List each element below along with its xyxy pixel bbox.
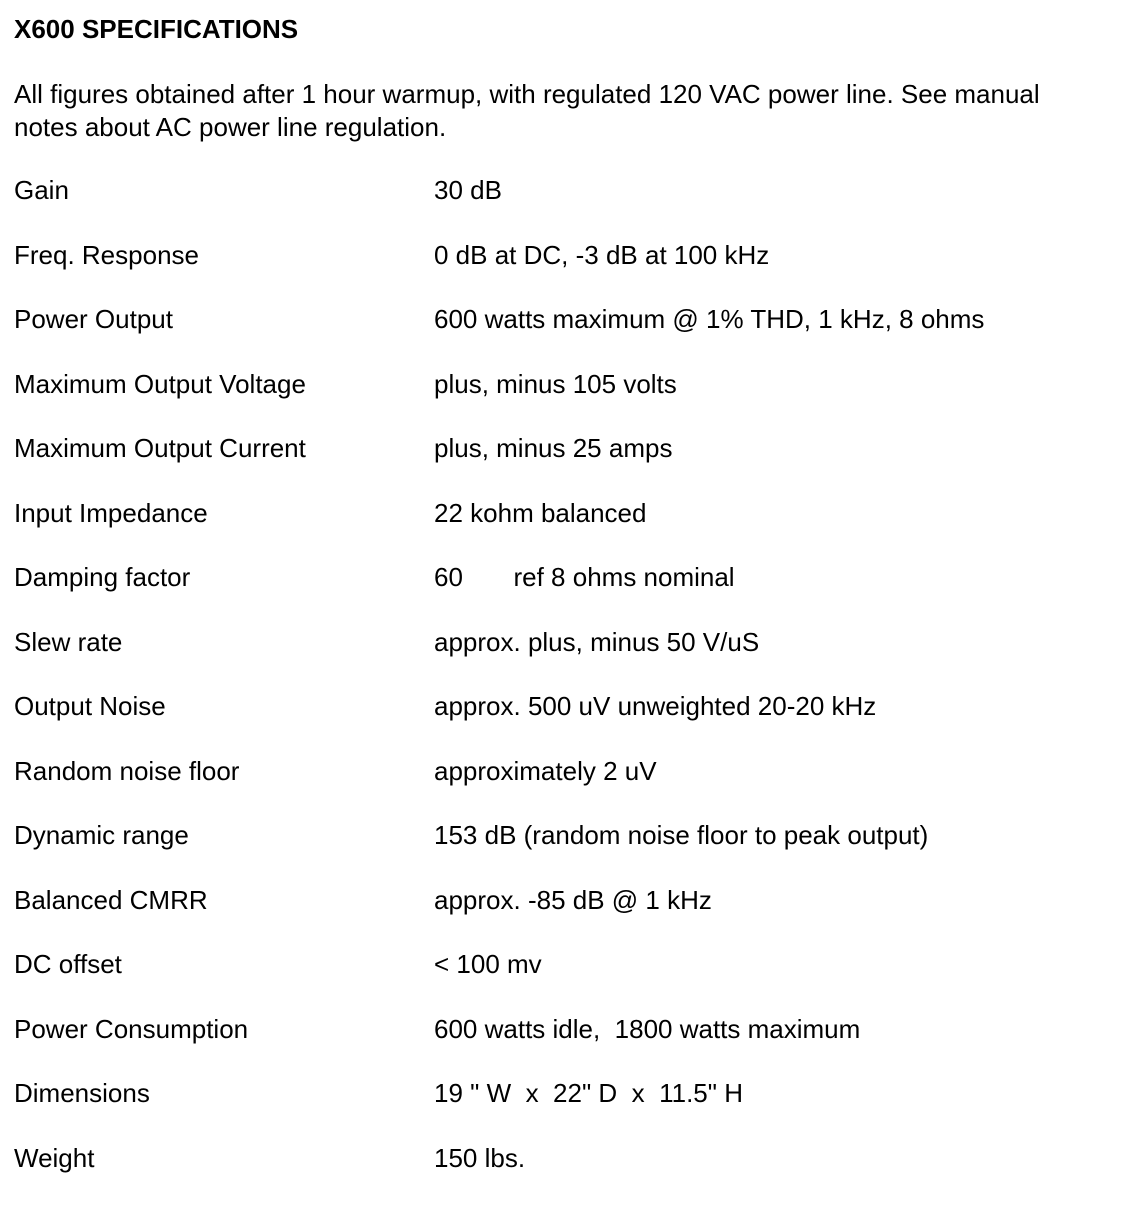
spec-row-slew-rate [14,625,1134,690]
spec-row-input-impedance [14,496,1134,561]
spec-row-power-consumption [14,1012,1134,1077]
spec-row-dimensions [14,1076,1134,1141]
intro-line-1: All figures obtained after 1 hour warmup, with regulated 120 VAC power line. See manual [14,78,1134,111]
spec-value: 19 " W x 22" D x 11.5" H [434,1076,743,1110]
spec-label: Power Consumption [14,1012,248,1046]
intro-paragraph [14,78,1134,144]
spec-value: 600 watts idle, 1800 watts maximum [434,1012,860,1046]
spec-value: plus, minus 105 volts [434,367,677,401]
spec-row-max-output-current [14,431,1134,496]
spec-row-dynamic-range [14,818,1134,883]
spec-label: Weight [14,1141,94,1175]
spec-label: Dynamic range [14,818,189,852]
spec-row-gain [14,173,1134,238]
spec-row-balanced-cmrr [14,883,1134,948]
spec-label: Balanced CMRR [14,883,208,917]
spec-label: DC offset [14,947,122,981]
spec-value: 30 dB [434,173,502,207]
spec-label: Freq. Response [14,238,199,272]
spec-value: approximately 2 uV [434,754,657,788]
spec-value: < 100 mv [434,947,542,981]
spec-row-power-output [14,302,1134,367]
spec-row-damping-factor [14,560,1134,625]
spec-label: Output Noise [14,689,166,723]
spec-value: approx. -85 dB @ 1 kHz [434,883,712,917]
spec-value: approx. 500 uV unweighted 20-20 kHz [434,689,876,723]
spec-value: approx. plus, minus 50 V/uS [434,625,759,659]
spec-row-weight [14,1141,1134,1205]
spec-value: 60 ref 8 ohms nominal [434,560,735,594]
spec-label: Damping factor [14,560,190,594]
spec-row-dc-offset [14,947,1134,1012]
spec-label: Dimensions [14,1076,150,1110]
spec-row-random-noise-floor [14,754,1134,819]
spec-label: Random noise floor [14,754,239,788]
spec-value: 0 dB at DC, -3 dB at 100 kHz [434,238,769,272]
spec-row-output-noise [14,689,1134,754]
spec-value: 150 lbs. [434,1141,525,1175]
spec-label: Input Impedance [14,496,208,530]
spec-table [14,173,1134,1205]
document-title: X600 SPECIFICATIONS [14,14,298,44]
intro-line-2: notes about AC power line regulation. [14,111,1134,144]
spec-row-max-output-voltage [14,367,1134,432]
spec-value: plus, minus 25 amps [434,431,672,465]
spec-label: Slew rate [14,625,122,659]
spec-label: Maximum Output Current [14,431,306,465]
spec-row-freq-response [14,238,1134,303]
spec-value: 22 kohm balanced [434,496,646,530]
spec-value: 600 watts maximum @ 1% THD, 1 kHz, 8 ohms [434,302,984,336]
spec-label: Gain [14,173,69,207]
spec-label: Maximum Output Voltage [14,367,306,401]
spec-label: Power Output [14,302,173,336]
spec-value: 153 dB (random noise floor to peak output) [434,818,928,852]
